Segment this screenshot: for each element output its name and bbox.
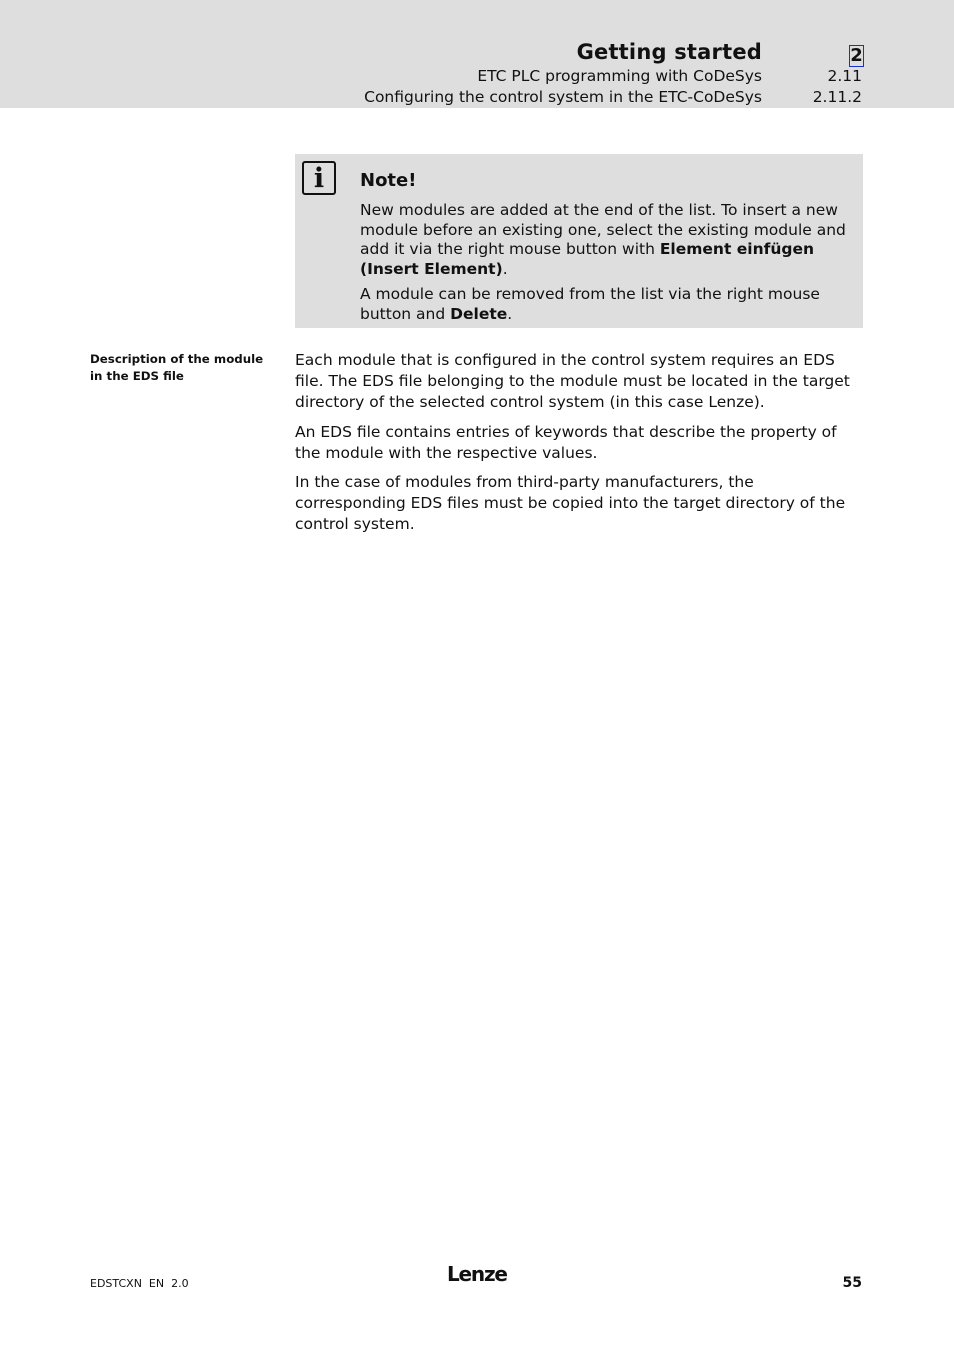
- subsection-number: 2.11.2: [812, 88, 862, 106]
- body-paragraph-2: An EDS file contains entries of keywords that describe the property of the module with the respective values.: [295, 423, 837, 462]
- lenze-logo: Lenze: [447, 1262, 507, 1286]
- chapter-number-link[interactable]: 2: [850, 45, 863, 66]
- footer-doc-id: EDSTCXN EN 2.0: [90, 1277, 189, 1290]
- chapter-title: Getting started: [576, 40, 762, 64]
- section-number: 2.11: [827, 67, 862, 85]
- note-paragraph-insert: New modules are added at the end of the list. To insert a new module before an existing one, select the existing module and add it via the right mouse button with Element einfügen (Insert Element).: [360, 201, 846, 279]
- body-paragraph-1: Each module that is configured in the control system requires an EDS file. The EDS file belonging to the module must be located in the target directory of the selected control system (in this case Lenze).: [295, 351, 850, 411]
- margin-label: Description of the module in the EDS file: [90, 352, 264, 383]
- note-box: [295, 154, 863, 328]
- menu-command-insert-element: Element einfügen (Insert Element): [360, 240, 815, 279]
- note-paragraph-delete: A module can be removed from the list via the right mouse button and Delete.: [360, 285, 820, 323]
- menu-command-delete: Delete: [450, 304, 508, 323]
- info-icon: i: [302, 161, 336, 195]
- note-title: Note!: [360, 170, 417, 191]
- page-number: 55: [842, 1275, 862, 1291]
- subsection-title: Configuring the control system in the ETC-CoDeSys: [364, 88, 762, 106]
- section-title: ETC PLC programming with CoDeSys: [477, 67, 762, 85]
- body-paragraph-3: In the case of modules from third-party manufacturers, the corresponding EDS files must be copied into the target directory of the control system.: [295, 473, 846, 533]
